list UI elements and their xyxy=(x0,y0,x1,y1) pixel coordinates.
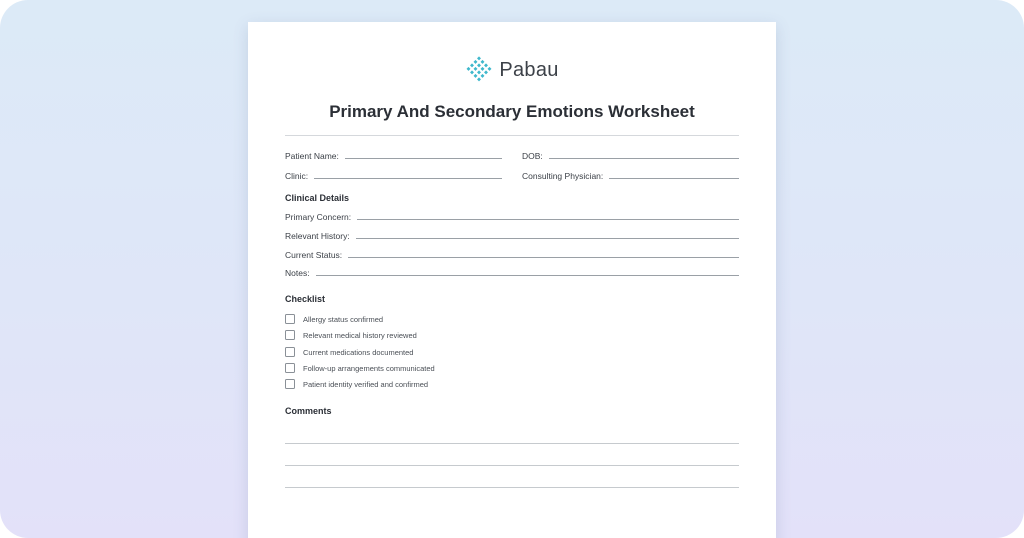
notes-line[interactable] xyxy=(316,268,739,276)
patient-name-line[interactable] xyxy=(345,151,502,159)
primary-concern-field[interactable] xyxy=(285,212,739,222)
clinic-label: Clinic: xyxy=(285,171,309,181)
brand-logo xyxy=(248,56,776,84)
consulting-physician-label: Consulting Physician: xyxy=(522,171,604,181)
checkbox[interactable] xyxy=(285,379,295,389)
clinical-details-heading: Clinical Details xyxy=(285,193,350,203)
checklist-item-label: Patient identity verified and confirmed xyxy=(303,379,429,389)
checklist-heading: Checklist xyxy=(285,294,326,304)
checkbox[interactable] xyxy=(285,314,295,324)
dob-label: DOB: xyxy=(522,151,543,161)
primary-concern-line[interactable] xyxy=(357,212,739,220)
dob-line[interactable] xyxy=(549,151,739,159)
checklist-item[interactable] xyxy=(285,330,417,340)
comment-line[interactable] xyxy=(285,487,739,488)
notes-field[interactable] xyxy=(285,268,739,278)
consulting-physician-field[interactable] xyxy=(522,171,739,181)
dob-field[interactable] xyxy=(522,151,739,161)
worksheet-page xyxy=(248,22,776,538)
checkbox[interactable] xyxy=(285,363,295,373)
checkbox[interactable] xyxy=(285,347,295,357)
checklist-item-label: Relevant medical history reviewed xyxy=(303,330,417,340)
pabau-logo-icon xyxy=(465,56,493,84)
checklist-item-label: Current medications documented xyxy=(303,347,414,357)
relevant-history-line[interactable] xyxy=(356,231,739,239)
current-status-label: Current Status: xyxy=(285,250,343,260)
patient-name-field[interactable] xyxy=(285,151,502,161)
title-divider xyxy=(285,135,739,136)
checklist-item[interactable] xyxy=(285,314,383,324)
relevant-history-label: Relevant History: xyxy=(285,231,350,241)
current-status-line[interactable] xyxy=(348,250,739,258)
checkbox[interactable] xyxy=(285,330,295,340)
current-status-field[interactable] xyxy=(285,250,739,260)
brand-name: Pabau xyxy=(499,58,559,81)
consulting-physician-line[interactable] xyxy=(609,171,739,179)
checklist-item-label: Follow-up arrangements communicated xyxy=(303,363,435,373)
clinic-line[interactable] xyxy=(314,171,502,179)
checklist-item[interactable] xyxy=(285,379,428,389)
relevant-history-field[interactable] xyxy=(285,231,739,241)
checklist-item[interactable] xyxy=(285,363,435,373)
clinic-field[interactable] xyxy=(285,171,502,181)
comment-line[interactable] xyxy=(285,465,739,466)
patient-name-label: Patient Name: xyxy=(285,151,339,161)
checklist-item[interactable] xyxy=(285,347,413,357)
notes-label: Notes: xyxy=(285,268,310,278)
primary-concern-label: Primary Concern: xyxy=(285,212,352,222)
comments-heading: Comments xyxy=(285,406,332,416)
checklist-item-label: Allergy status confirmed xyxy=(303,314,384,324)
comment-line[interactable] xyxy=(285,443,739,444)
page-title: Primary And Secondary Emotions Worksheet xyxy=(329,102,695,121)
